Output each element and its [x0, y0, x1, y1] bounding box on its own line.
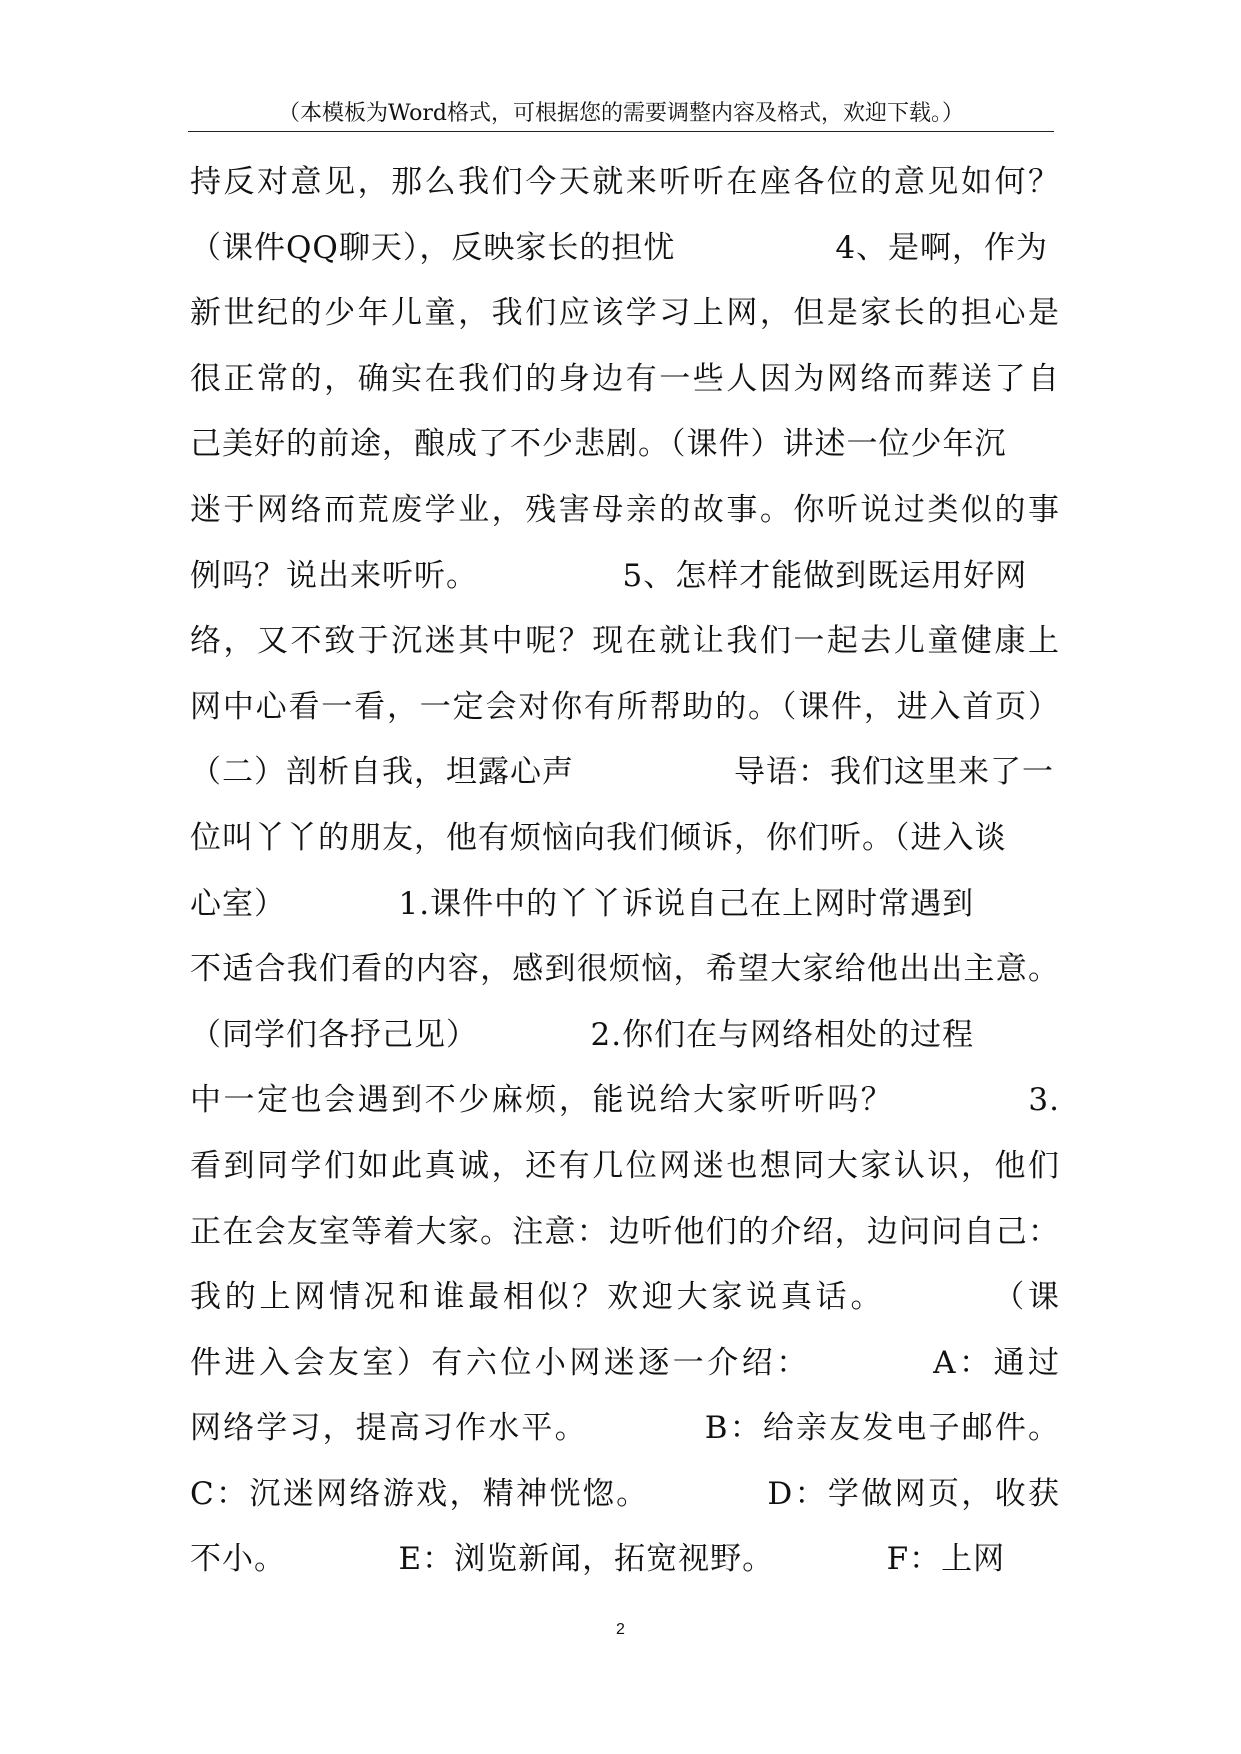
text-line: C：沉迷网络游戏，精神恍惚。 D：学做网页，收获	[190, 1475, 1060, 1512]
text-line: 持反对意见，那么我们今天就来听听在座各位的意见如何？	[190, 164, 1060, 200]
text-line: 网中心看一看，一定会对你有所帮助的。（课件，进入首页）	[190, 688, 1060, 725]
text-line: 络，又不致于沉迷其中呢？现在就让我们一起去儿童健康上	[190, 623, 1060, 660]
text-line: 很正常的，确实在我们的身边有一些人因为网络而葬送了自	[190, 360, 1060, 397]
text-line: 己美好的前途，酿成了不少悲剧。（课件）讲述一位少年沉	[190, 426, 1007, 463]
text-line: （课件QQ聊天），反映家长的担忧 4、是啊，作为	[190, 229, 1049, 266]
text-line: 看到同学们如此真诚，还有几位网迷也想同大家认识，他们	[190, 1147, 1060, 1184]
text-line: 不小。 E：浏览新闻，拓宽视野。 F：上网	[190, 1541, 1006, 1578]
text-line: 正在会友室等着大家。注意：边听他们的介绍，边问问自己：	[190, 1213, 1060, 1250]
text-line: 心室） 1.课件中的丫丫诉说自己在上网时常遇到	[190, 885, 975, 922]
text-line: 新世纪的少年儿童，我们应该学习上网，但是家长的担心是	[190, 295, 1060, 332]
header-note: （本模板为Word格式，可根据您的需要调整内容及格式，欢迎下载。）	[278, 101, 964, 126]
text-line: 件进入会友室）有六位小网迷逐一介绍： A：通过	[190, 1344, 1060, 1381]
text-line: 我的上网情况和谁最相似？欢迎大家说真话。 （课	[190, 1279, 1060, 1316]
text-line: （二）剖析自我，坦露心声 导语：我们这里来了一	[190, 754, 1054, 791]
document-body	[190, 162, 1060, 1605]
text-line: 不适合我们看的内容，感到很烦恼，希望大家给他出出主意。	[190, 951, 1060, 988]
page-number: 2	[616, 1621, 625, 1638]
text-line: 位叫丫丫的朋友，他有烦恼向我们倾诉，你们听。（进入谈	[190, 819, 1007, 856]
text-line: 中一定也会遇到不少麻烦，能说给大家听听吗？ 3.	[190, 1082, 1060, 1119]
header-divider	[188, 131, 1054, 132]
text-line: （同学们各抒己见） 2.你们在与网络相处的过程	[190, 1016, 975, 1053]
text-line: 网络学习，提高习作水平。 B：给亲友发电子邮件。	[190, 1410, 1060, 1447]
text-line: 例吗？说出来听听。 5、怎样才能做到既运用好网	[190, 557, 1028, 594]
text-line: 迷于网络而荒废学业，残害母亲的故事。你听说过类似的事	[190, 491, 1060, 528]
